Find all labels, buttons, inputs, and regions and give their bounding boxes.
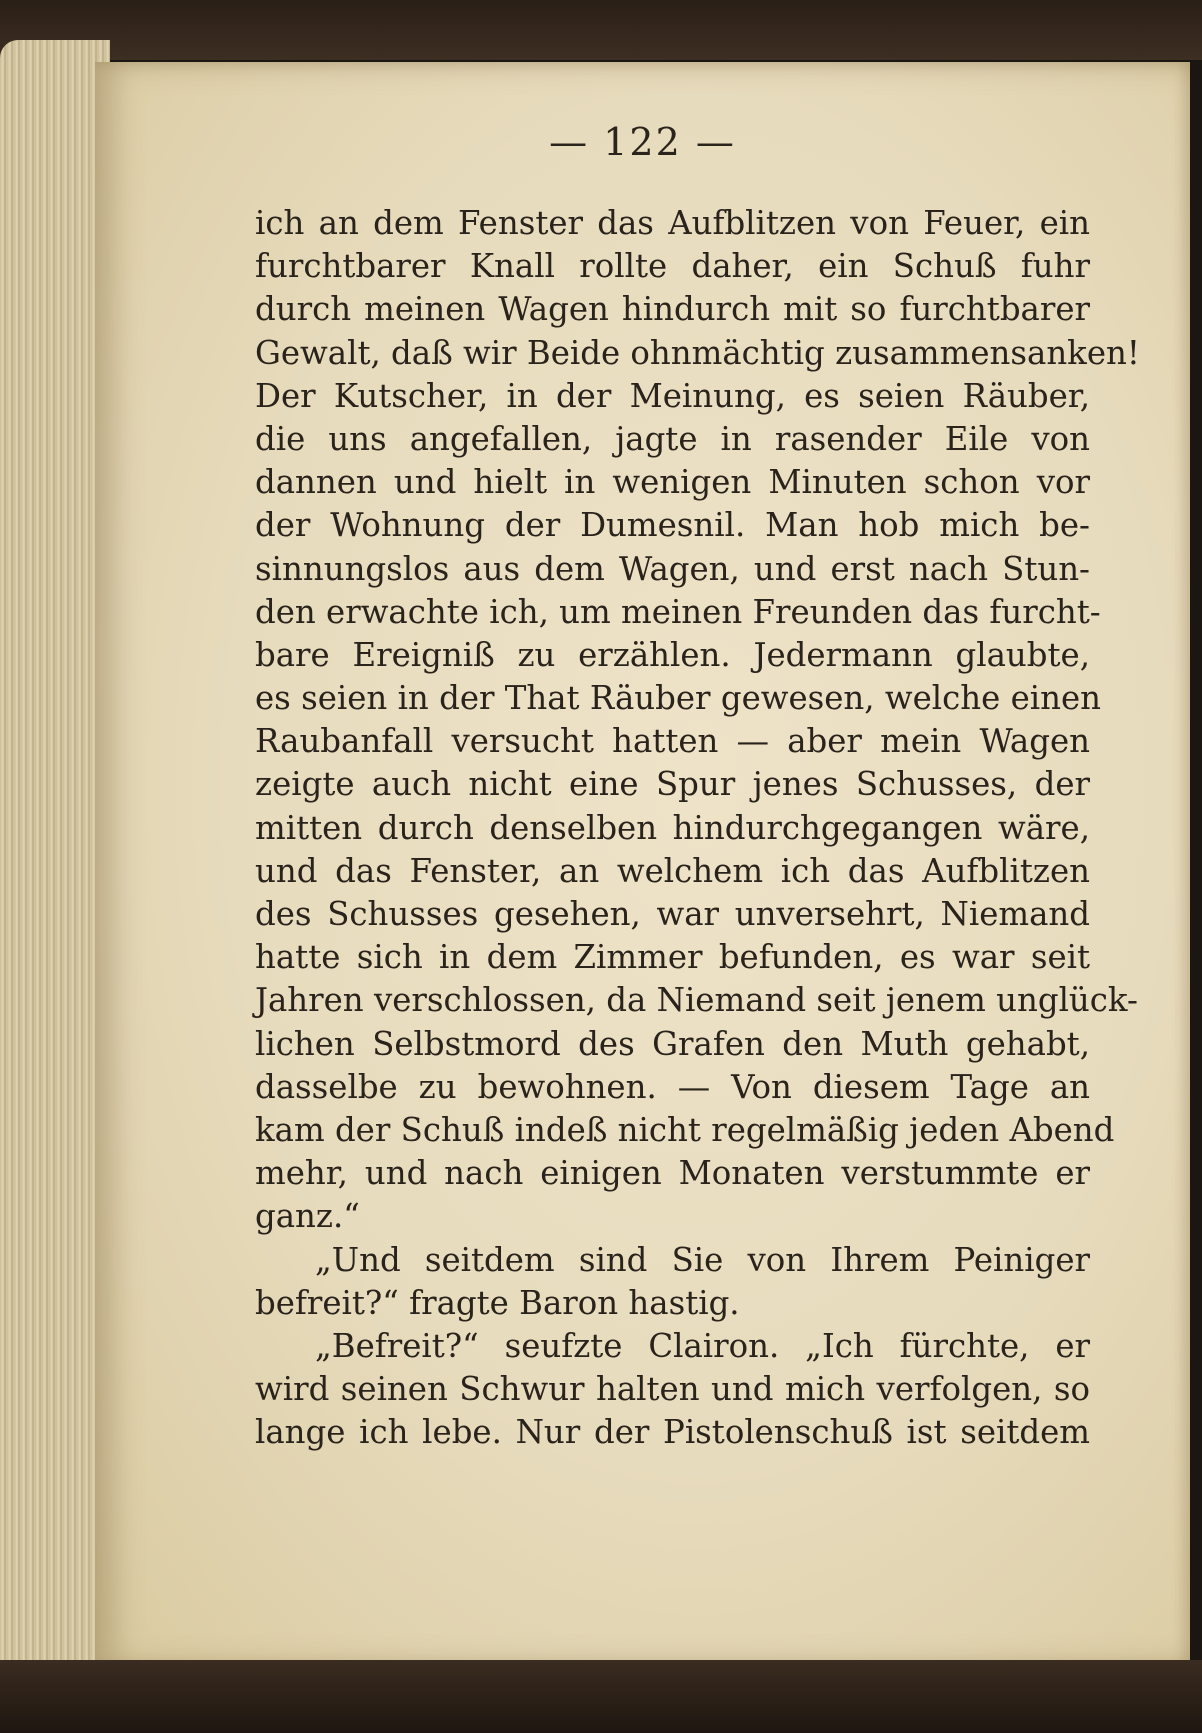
text-line: und das Fenster, an welchem ich das Aufblitzen bbox=[255, 851, 1090, 890]
text-line: dannen und hielt in wenigen Minuten schon vor bbox=[255, 463, 1090, 502]
text-line: ich an dem Fenster das Aufblitzen von Feuer, ein bbox=[255, 204, 1090, 242]
book-cover-top-edge bbox=[0, 0, 1202, 60]
text-line: Gewalt, daß wir Beide ohnmächtig zusammensanken! bbox=[255, 333, 1140, 372]
text-line: der Wohnung der Dumesnil. Man hob mich be- bbox=[255, 506, 1090, 545]
text-line: dasselbe zu bewohnen. — Von diesem Tage an bbox=[255, 1067, 1090, 1106]
text-line: es seien in der That Räuber gewesen, welche einen bbox=[255, 679, 1102, 718]
text-line: des Schusses gesehen, war unversehrt, Niemand bbox=[255, 895, 1090, 933]
text-line: Der Kutscher, in der Meinung, es seien Räuber, bbox=[255, 376, 1090, 415]
text-line: wird seinen Schwur halten und mich verfolgen, so bbox=[255, 1370, 1090, 1409]
text-line: zeigte auch nicht eine Spur jenes Schusses, der bbox=[255, 765, 1090, 804]
text-line: hatte sich in dem Zimmer befunden, es war seit bbox=[255, 938, 1090, 977]
book-page bbox=[95, 62, 1190, 1667]
text-line: den erwachte ich, um meinen Freunden das furcht- bbox=[255, 592, 1101, 631]
text-line: „Befreit?“ seufzte Clairon. „Ich fürchte, er bbox=[315, 1326, 1090, 1365]
text-line: Raubanfall versucht hatten — aber mein Wagen bbox=[255, 722, 1090, 761]
text-line: lichen Selbstmord des Grafen den Muth gehabt, bbox=[255, 1024, 1090, 1063]
text-line: kam der Schuß indeß nicht regelmäßig jeden Abend bbox=[255, 1110, 1115, 1149]
book-cover-bottom-edge bbox=[0, 1660, 1202, 1733]
text-line: befreit?“ fragte Baron hastig. bbox=[255, 1283, 740, 1322]
text-line: „Und seitdem sind Sie von Ihrem Peiniger bbox=[315, 1240, 1090, 1279]
text-line: furchtbarer Knall rollte daher, ein Schuß fuhr bbox=[255, 247, 1090, 286]
text-line: sinnungslos aus dem Wagen, und erst nach Stun- bbox=[255, 549, 1090, 588]
page-number-header: — 122 — bbox=[549, 120, 736, 164]
text-line: lange ich lebe. Nur der Pistolenschuß ist seitdem bbox=[255, 1413, 1090, 1452]
text-line: durch meinen Wagen hindurch mit so furchtbarer bbox=[255, 290, 1090, 329]
text-line: bare Ereigniß zu erzählen. Jedermann glaubte, bbox=[255, 635, 1090, 674]
text-line: mitten durch denselben hindurchgegangen wäre, bbox=[255, 808, 1090, 847]
page-edges bbox=[0, 40, 110, 1680]
text-line: die uns angefallen, jagte in rasender Eile von bbox=[255, 419, 1090, 458]
text-line: mehr, und nach einigen Monaten verstummte er bbox=[255, 1154, 1090, 1193]
text-line: Jahren verschlossen, da Niemand seit jenem unglück- bbox=[255, 981, 1138, 1020]
text-line: ganz.“ bbox=[255, 1197, 360, 1236]
page-body-text bbox=[255, 202, 1140, 1454]
